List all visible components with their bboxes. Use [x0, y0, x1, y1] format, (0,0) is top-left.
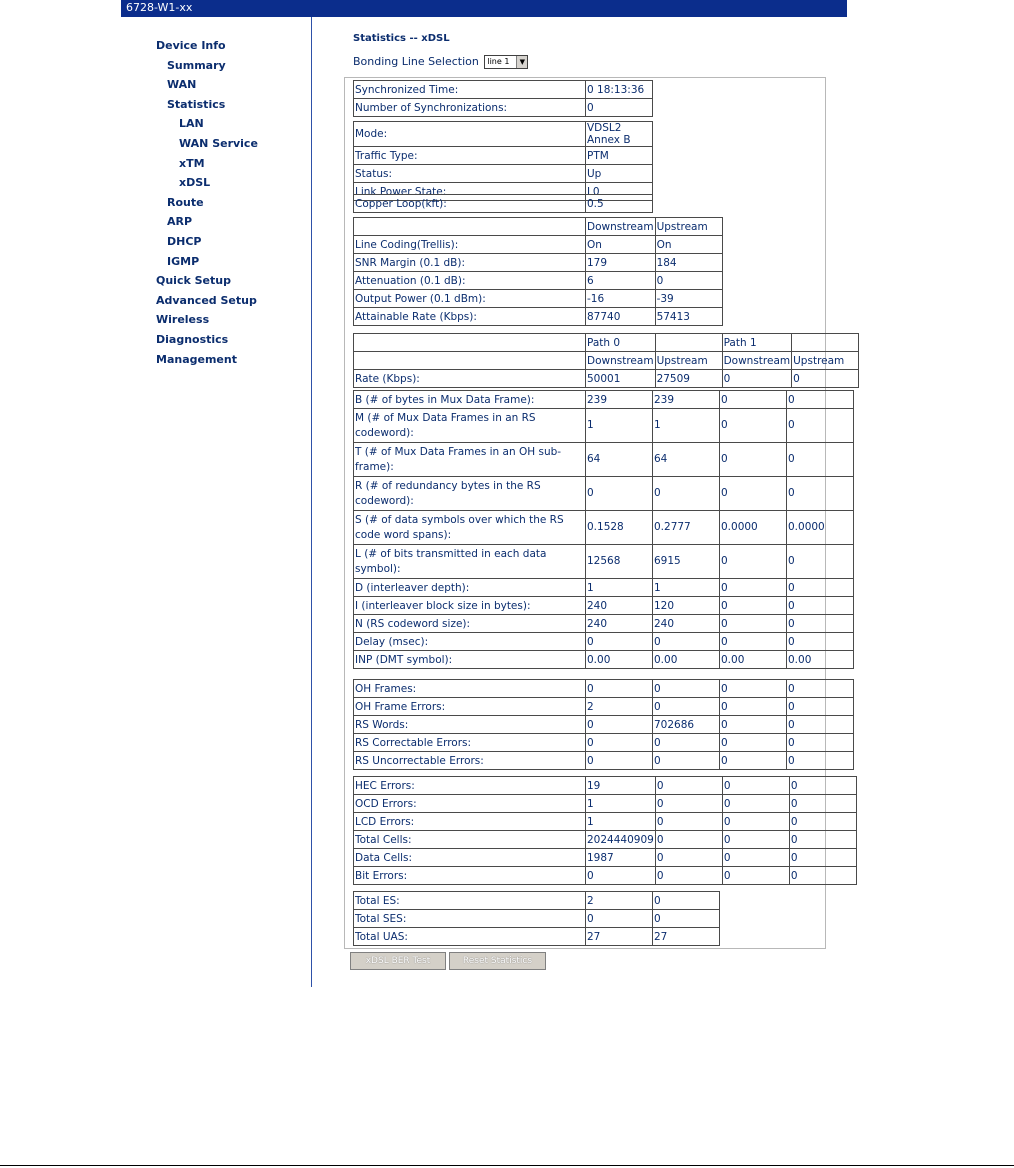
nav-item-device-info[interactable]: Device Info — [156, 39, 226, 52]
table-row — [354, 849, 857, 867]
row-value: 0.1528 — [586, 511, 653, 545]
table-row — [354, 795, 857, 813]
row-value: 2 — [586, 892, 653, 910]
row-value: 0 — [787, 443, 854, 477]
row-value: 0 — [787, 752, 854, 770]
table-row — [354, 615, 854, 633]
row-value: 1 — [586, 813, 656, 831]
row-value: 0 — [653, 752, 720, 770]
table-row — [354, 579, 854, 597]
row-value: 0 — [586, 477, 653, 511]
row-value: 0 — [720, 579, 787, 597]
row-value: 0 — [722, 849, 789, 867]
nav-item-dhcp[interactable]: DHCP — [167, 235, 202, 248]
row-value: 1 — [653, 579, 720, 597]
table-row — [354, 752, 854, 770]
row-value: 0 — [789, 849, 856, 867]
row-value: 0 — [655, 272, 722, 290]
row-label: Bit Errors: — [354, 867, 586, 885]
row-value: 0 — [720, 391, 787, 409]
row-value: 0 — [653, 910, 720, 928]
table-row — [354, 409, 854, 443]
table-header-row — [354, 334, 859, 352]
row-value: 0 — [586, 633, 653, 651]
row-value: 0 — [792, 370, 859, 388]
table-row — [354, 254, 723, 272]
table-header-row — [354, 218, 723, 236]
row-value: 6915 — [653, 545, 720, 579]
row-value: 0 — [653, 477, 720, 511]
row-label: Copper Loop(kft): — [354, 195, 586, 213]
column-header — [655, 334, 722, 352]
line-table — [353, 217, 723, 326]
row-value: 0 — [787, 545, 854, 579]
row-value: 0 — [586, 716, 653, 734]
table-row — [354, 81, 653, 99]
row-value: 0 — [787, 734, 854, 752]
row-value: 0 — [789, 777, 856, 795]
column-header — [354, 218, 586, 236]
column-header: Upstream — [655, 218, 722, 236]
row-value: 0.00 — [720, 651, 787, 669]
row-value: 0 — [586, 734, 653, 752]
row-value: 0 — [787, 615, 854, 633]
row-label: Data Cells: — [354, 849, 586, 867]
row-label: Total ES: — [354, 892, 586, 910]
nav-item-xtm[interactable]: xTM — [179, 156, 205, 170]
row-value: 0 — [586, 752, 653, 770]
nav-item-route[interactable]: Route — [167, 195, 204, 209]
row-value: 27 — [586, 928, 653, 946]
reset-statistics-button[interactable]: Reset Statistics — [449, 952, 546, 970]
row-value: 0 — [720, 698, 787, 716]
row-value: 240 — [653, 615, 720, 633]
column-header: Downstream — [722, 352, 792, 370]
table-row — [354, 308, 723, 326]
table-row — [354, 680, 854, 698]
row-value: 0 — [720, 633, 787, 651]
row-label: INP (DMT symbol): — [354, 651, 586, 669]
copper-table — [353, 194, 653, 213]
nav-item-arp[interactable]: ARP — [167, 215, 193, 229]
row-value: 0 — [787, 698, 854, 716]
row-value: 0 — [789, 795, 856, 813]
row-label: Number of Synchronizations: — [354, 99, 586, 117]
row-value: 0 — [787, 633, 854, 651]
row-value: 179 — [586, 254, 656, 272]
table-row — [354, 716, 854, 734]
nav-item-wan-service[interactable]: WAN Service — [179, 137, 258, 150]
nav-item-quick-setup[interactable]: Quick Setup — [156, 274, 231, 288]
row-value: 0 — [789, 813, 856, 831]
nav-item-advanced-setup[interactable]: Advanced Setup — [156, 293, 257, 307]
row-value: 0 — [722, 795, 789, 813]
nav-item-diagnostics[interactable]: Diagnostics — [156, 333, 229, 346]
nav-item-wireless[interactable]: Wireless — [156, 313, 210, 327]
row-label: R (# of redundancy bytes in the RS codeword): — [354, 477, 586, 511]
row-label: S (# of data symbols over which the RS code word spans): — [354, 511, 586, 545]
row-value: 0 — [720, 545, 787, 579]
row-value: 0 — [720, 680, 787, 698]
row-value: 0 — [655, 831, 722, 849]
row-value: 0 — [722, 777, 789, 795]
nav-item-summary[interactable]: Summary — [167, 58, 226, 72]
row-value: 0 — [655, 795, 722, 813]
column-header: Downstream — [586, 218, 656, 236]
row-value: 0 — [787, 477, 854, 511]
nav-item-xdsl[interactable]: xDSL — [179, 176, 211, 190]
row-value: 64 — [653, 443, 720, 477]
row-label: SNR Margin (0.1 dB): — [354, 254, 586, 272]
table-row — [354, 122, 653, 147]
row-value: 0 — [586, 867, 656, 885]
row-value: 0 — [722, 813, 789, 831]
column-header — [354, 334, 586, 352]
row-value: -16 — [586, 290, 656, 308]
table-row — [354, 236, 723, 254]
table-row — [354, 147, 653, 165]
row-label: M (# of Mux Data Frames in an RS codeword): — [354, 409, 586, 443]
sync-table — [353, 80, 653, 117]
table-row — [354, 597, 854, 615]
table-row — [354, 928, 720, 946]
row-label: Rate (Kbps): — [354, 370, 586, 388]
chevron-down-icon[interactable]: ▼ — [516, 56, 527, 68]
row-value: 0.5 — [586, 195, 653, 213]
row-value: 0 — [653, 698, 720, 716]
table-row — [354, 698, 854, 716]
row-value: VDSL2 Annex B — [586, 122, 653, 147]
row-label: LCD Errors: — [354, 813, 586, 831]
nav-item-wan[interactable]: WAN — [167, 78, 197, 92]
column-header — [354, 352, 586, 370]
page-title: Statistics -- xDSL — [353, 33, 450, 44]
row-value: 0 — [720, 716, 787, 734]
row-value: 0 — [586, 680, 653, 698]
row-value: 239 — [586, 391, 653, 409]
row-value: 0.2777 — [653, 511, 720, 545]
row-label: L (# of bits transmitted in each data symbol): — [354, 545, 586, 579]
row-value: 0 — [789, 867, 856, 885]
row-value: 702686 — [653, 716, 720, 734]
row-value: 0 — [787, 579, 854, 597]
row-value: 120 — [653, 597, 720, 615]
row-value: 0 — [653, 892, 720, 910]
row-value: 0 — [720, 752, 787, 770]
row-value: 0 — [720, 409, 787, 443]
table-row — [354, 477, 854, 511]
row-value: 240 — [586, 615, 653, 633]
row-label: I (interleaver block size in bytes): — [354, 597, 586, 615]
table-row — [354, 734, 854, 752]
table-row — [354, 443, 854, 477]
row-value: 240 — [586, 597, 653, 615]
row-value: 0 — [653, 633, 720, 651]
row-label: Delay (msec): — [354, 633, 586, 651]
row-value: 0.00 — [653, 651, 720, 669]
row-value: L0 — [586, 183, 653, 201]
row-value: 2024440909 — [586, 831, 656, 849]
table-row — [354, 545, 854, 579]
row-value: 1 — [653, 409, 720, 443]
row-value: 27509 — [655, 370, 722, 388]
row-value: 0 — [720, 597, 787, 615]
row-label: Synchronized Time: — [354, 81, 586, 99]
table-row — [354, 867, 857, 885]
row-value: 0 — [787, 391, 854, 409]
table-header-row — [354, 352, 859, 370]
row-label: RS Words: — [354, 716, 586, 734]
xdsl-ber-test-button[interactable]: xDSL BER Test — [350, 952, 446, 970]
table-row — [354, 831, 857, 849]
row-value: 0 — [722, 831, 789, 849]
row-value: Up — [586, 165, 653, 183]
row-label: Total UAS: — [354, 928, 586, 946]
row-label: Output Power (0.1 dBm): — [354, 290, 586, 308]
row-label: Total Cells: — [354, 831, 586, 849]
row-value: 12568 — [586, 545, 653, 579]
left-navigation — [121, 17, 312, 987]
row-value: 0 — [653, 734, 720, 752]
row-value: 0 18:13:36 — [586, 81, 653, 99]
table-row — [354, 99, 653, 117]
row-value: 0 — [722, 370, 792, 388]
row-value: 2 — [586, 698, 653, 716]
row-value: 0.0000 — [787, 511, 854, 545]
row-label: HEC Errors: — [354, 777, 586, 795]
row-value: 0 — [787, 597, 854, 615]
device-name: 6728-W1-xx — [126, 1, 193, 14]
row-value: 0 — [655, 777, 722, 795]
top-banner — [121, 0, 847, 17]
table-row — [354, 370, 859, 388]
row-value: -39 — [655, 290, 722, 308]
row-value: 0.00 — [586, 651, 653, 669]
row-label: Attainable Rate (Kbps): — [354, 308, 586, 326]
row-label: OH Frame Errors: — [354, 698, 586, 716]
table-row — [354, 272, 723, 290]
row-value: 1 — [586, 409, 653, 443]
column-header — [792, 334, 859, 352]
row-label: N (RS codeword size): — [354, 615, 586, 633]
oh-table — [353, 679, 854, 770]
row-value: 19 — [586, 777, 656, 795]
nav-item-lan[interactable]: LAN — [179, 117, 204, 131]
totals-table — [353, 891, 720, 946]
table-row — [354, 165, 653, 183]
row-value: 1987 — [586, 849, 656, 867]
bonding-line-value: line 1 — [487, 57, 510, 66]
row-value: On — [586, 236, 656, 254]
cells-table — [353, 776, 857, 885]
row-label: Traffic Type: — [354, 147, 586, 165]
table-row — [354, 892, 720, 910]
row-value: 0 — [787, 680, 854, 698]
row-value: 0 — [586, 910, 653, 928]
column-header: Upstream — [655, 352, 722, 370]
row-value: 0 — [653, 680, 720, 698]
table-row — [354, 391, 854, 409]
row-value: 0 — [722, 867, 789, 885]
page-footer-rule — [0, 1165, 1014, 1166]
nav-item-igmp[interactable]: IGMP — [167, 254, 200, 268]
table-row — [354, 910, 720, 928]
mode-table — [353, 121, 653, 201]
row-value: 0.0000 — [720, 511, 787, 545]
path-rate-table — [353, 333, 859, 388]
row-value: 0 — [586, 99, 653, 117]
row-label: Link Power State: — [354, 183, 586, 201]
table-row — [354, 813, 857, 831]
row-label: Line Coding(Trellis): — [354, 236, 586, 254]
row-value: 0 — [655, 867, 722, 885]
row-label: OCD Errors: — [354, 795, 586, 813]
row-label: T (# of Mux Data Frames in an OH sub-frame): — [354, 443, 586, 477]
column-header: Upstream — [792, 352, 859, 370]
row-value: 0 — [789, 831, 856, 849]
row-value: 0 — [720, 734, 787, 752]
table-row — [354, 777, 857, 795]
row-value: On — [655, 236, 722, 254]
row-value: 239 — [653, 391, 720, 409]
row-value: PTM — [586, 147, 653, 165]
row-label: OH Frames: — [354, 680, 586, 698]
table-row — [354, 195, 653, 213]
row-value: 57413 — [655, 308, 722, 326]
row-value: 0 — [720, 477, 787, 511]
framing-table — [353, 390, 854, 669]
row-value: 0 — [655, 849, 722, 867]
row-label: RS Correctable Errors: — [354, 734, 586, 752]
row-value: 0.00 — [787, 651, 854, 669]
row-value: 1 — [586, 579, 653, 597]
row-value: 64 — [586, 443, 653, 477]
row-value: 0 — [787, 716, 854, 734]
column-header: Path 0 — [586, 334, 656, 352]
row-label: Attenuation (0.1 dB): — [354, 272, 586, 290]
nav-item-management[interactable]: Management — [156, 352, 237, 366]
bonding-line-label: Bonding Line Selection — [353, 55, 479, 68]
column-header: Downstream — [586, 352, 656, 370]
row-value: 0 — [720, 443, 787, 477]
column-header: Path 1 — [722, 334, 792, 352]
bonding-line-row — [353, 55, 528, 69]
row-value: 0 — [655, 813, 722, 831]
row-value: 27 — [653, 928, 720, 946]
row-value: 50001 — [586, 370, 656, 388]
nav-item-statistics[interactable]: Statistics — [167, 97, 226, 111]
bonding-line-select[interactable] — [484, 55, 528, 69]
row-label: Status: — [354, 165, 586, 183]
row-value: 87740 — [586, 308, 656, 326]
row-label: Mode: — [354, 122, 586, 147]
table-row — [354, 511, 854, 545]
row-value: 0 — [787, 409, 854, 443]
row-label: D (interleaver depth): — [354, 579, 586, 597]
row-label: RS Uncorrectable Errors: — [354, 752, 586, 770]
row-value: 184 — [655, 254, 722, 272]
table-row — [354, 633, 854, 651]
table-row — [354, 290, 723, 308]
table-row — [354, 651, 854, 669]
row-label: B (# of bytes in Mux Data Frame): — [354, 391, 586, 409]
row-label: Total SES: — [354, 910, 586, 928]
row-value: 6 — [586, 272, 656, 290]
row-value: 0 — [720, 615, 787, 633]
row-value: 1 — [586, 795, 656, 813]
